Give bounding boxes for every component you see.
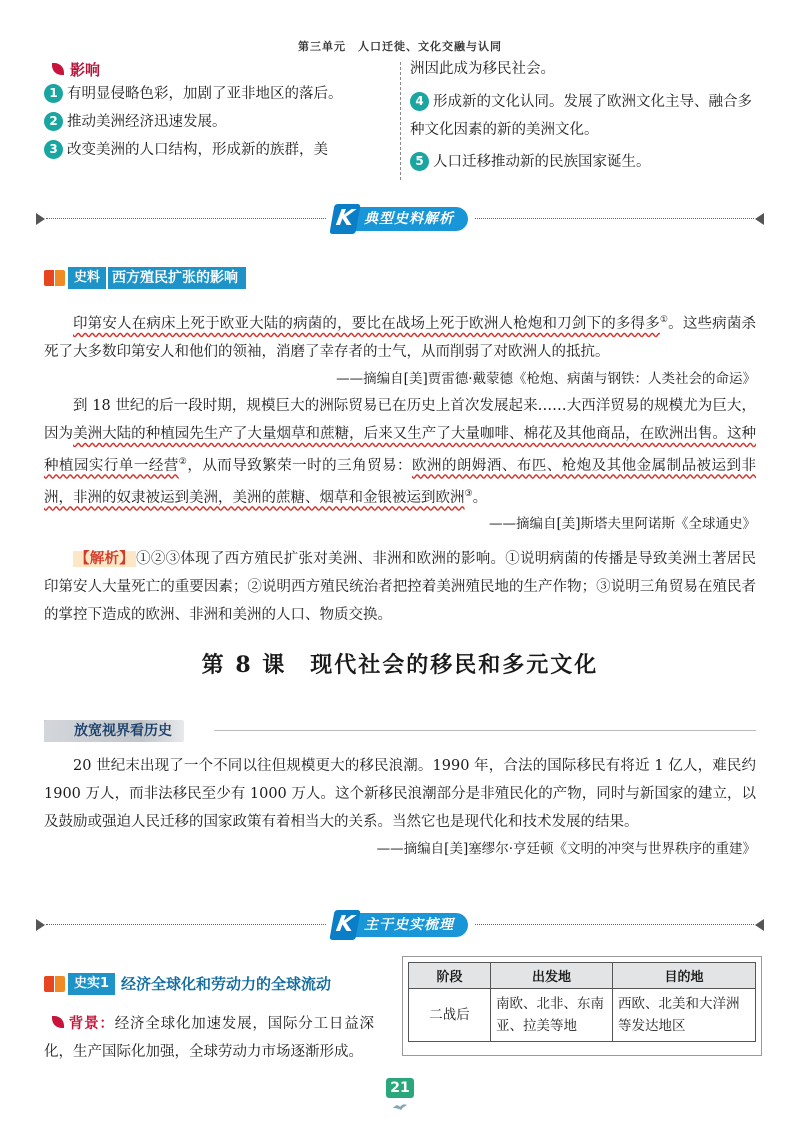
cell-destination: 西欧、北美和大洋洲等发达地区 bbox=[613, 989, 756, 1042]
source-text bbox=[44, 306, 756, 629]
influence-item-4: 4 形成新的文化认同。发展了欧洲文化主导、融合多种文化因素的新的美洲文化。 bbox=[410, 94, 752, 138]
table-row bbox=[409, 989, 756, 1042]
influence-item-3: 3 改变美洲的人口结构，形成新的族群，美 bbox=[44, 136, 394, 164]
background-label: 背景： bbox=[68, 1016, 115, 1032]
influence-item-5: 5 人口迁移推动新的民族国家诞生。 bbox=[410, 148, 756, 176]
k-logo-icon: K bbox=[329, 204, 360, 234]
fact-title: 经济全球化和劳动力的全球流动 bbox=[121, 975, 332, 993]
source-title: 西方殖民扩张的影响 bbox=[108, 267, 246, 289]
source-citation-1: ——摘编自[美]贾雷德·戴蒙德《枪炮、病菌与钢铁：人类社会的命运》 bbox=[336, 370, 756, 387]
influence-item-2: 2 推动美洲经济迅速发展。 bbox=[44, 108, 394, 136]
cell-stage: 二战后 bbox=[409, 989, 491, 1042]
analysis-paragraph: 【解析】 ①②③体现了西方殖民扩张对美洲、非洲和欧洲的影响。①说明病菌的传播是导致美洲土著居民印第安人大量死亡的重要因素；②说明西方殖民统治者把控着美洲殖民地的生产作物；③说明三角贸易在殖民者的掌控下造成的欧洲、非洲和美洲的人口、物质交换。 bbox=[44, 551, 757, 624]
horizon-citation: ——摘编自[美]塞缪尔·亨廷顿《文明的冲突与世界秩序的重建》 bbox=[376, 841, 756, 857]
source-paragraph-1: 印第安人在病床上死于欧亚大陆的病菌的，要比在战场上死于欧洲人枪炮和刀剑下的多得多①。这些病菌杀死了大多数印第安人和他们的领袖，消磨了幸存者的士气，从而削弱了对欧洲人的抵抗。 bbox=[44, 315, 757, 360]
k-logo-icon: K bbox=[329, 910, 360, 940]
leaf-icon bbox=[52, 1016, 64, 1028]
table-header-row bbox=[409, 963, 756, 989]
cell-origin: 南欧、北非、东南亚、拉美等地 bbox=[491, 989, 613, 1042]
unit-header: 第三单元 人口迁徙、文化交融与认同 bbox=[298, 40, 502, 53]
lesson-title: 第 8 课 现代社会的移民和多元文化 bbox=[201, 652, 599, 678]
fact-tag: 史实1 bbox=[68, 973, 115, 995]
background-block bbox=[44, 1010, 374, 1066]
page-number: 21 bbox=[386, 1078, 414, 1098]
banner-label: 典型史料解析 bbox=[354, 207, 468, 231]
migration-stage-table bbox=[408, 962, 756, 1042]
book-icon bbox=[44, 268, 66, 288]
horizon-text bbox=[44, 752, 756, 862]
header-destination: 目的地 bbox=[613, 963, 756, 989]
horizon-heading bbox=[44, 720, 756, 742]
source-citation-2: ——摘编自[美]斯塔夫里阿诺斯《全球通史》 bbox=[488, 516, 756, 533]
arrow-left-icon bbox=[755, 213, 764, 225]
section-banner-typical-sources bbox=[36, 204, 764, 234]
bird-icon bbox=[392, 1102, 408, 1112]
header-origin: 出发地 bbox=[491, 963, 613, 989]
horizon-title: 放宽视界看历史 bbox=[44, 720, 184, 742]
leaf-icon bbox=[52, 63, 64, 75]
arrow-left-icon bbox=[755, 919, 764, 931]
influence-section bbox=[44, 58, 756, 183]
source-heading bbox=[44, 266, 246, 290]
arrow-right-icon bbox=[36, 213, 45, 225]
analysis-tag: 【解析】 bbox=[75, 551, 135, 568]
source-paragraph-2: 到 18 世纪的后一段时期，规模巨大的洲际贸易已在历史上首次发展起来……大西洋贸易的规模尤为巨大，因为美洲大陆的种植园先生产了大量烟草和蔗糖，后来又生产了大量咖啡、棉花及其他商品，在欧洲出售。这种种植园实行单一经营②，从而导致繁荣一时的三角贸易：欧洲的朗姆酒、布匹、枪炮及其他金属制品被运到非洲，非洲的奴隶被运到美洲，美洲的蔗糖、烟草和金银被运到欧洲③。 bbox=[44, 397, 756, 506]
book-icon bbox=[44, 974, 66, 994]
influence-title: 影响 bbox=[52, 58, 394, 80]
influence-item-3-continued: 洲因此成为移民社会。 bbox=[410, 61, 555, 77]
influence-item-1: 1 有明显侵略色彩，加剧了亚非地区的落后。 bbox=[44, 80, 394, 108]
column-divider bbox=[400, 62, 401, 180]
horizon-paragraph: 20 世纪末出现了一个不同以往但规模更大的移民浪潮。1990 年，合法的国际移民有将近 1 亿人，难民约 1900 万人，而非法移民至少有 1000 万人。这个新移民浪潮部分是非殖民化的产物，同时与新国家的建立，以及鼓励或强迫人民迁移的国家政策有着相当大的关系。当然它也是现代化和技术发展的结果。 bbox=[44, 758, 756, 830]
background-text: 经济全球化加速发展，国际分工日益深化，生产国际化加强，全球劳动力市场逐渐形成。 bbox=[44, 1016, 375, 1060]
source-tag: 史料 bbox=[68, 267, 106, 289]
section-banner-main-facts bbox=[36, 910, 764, 940]
banner-label: 主干史实梳理 bbox=[354, 913, 468, 937]
arrow-right-icon bbox=[36, 919, 45, 931]
header-stage: 阶段 bbox=[409, 963, 491, 989]
fact-heading bbox=[44, 972, 339, 996]
